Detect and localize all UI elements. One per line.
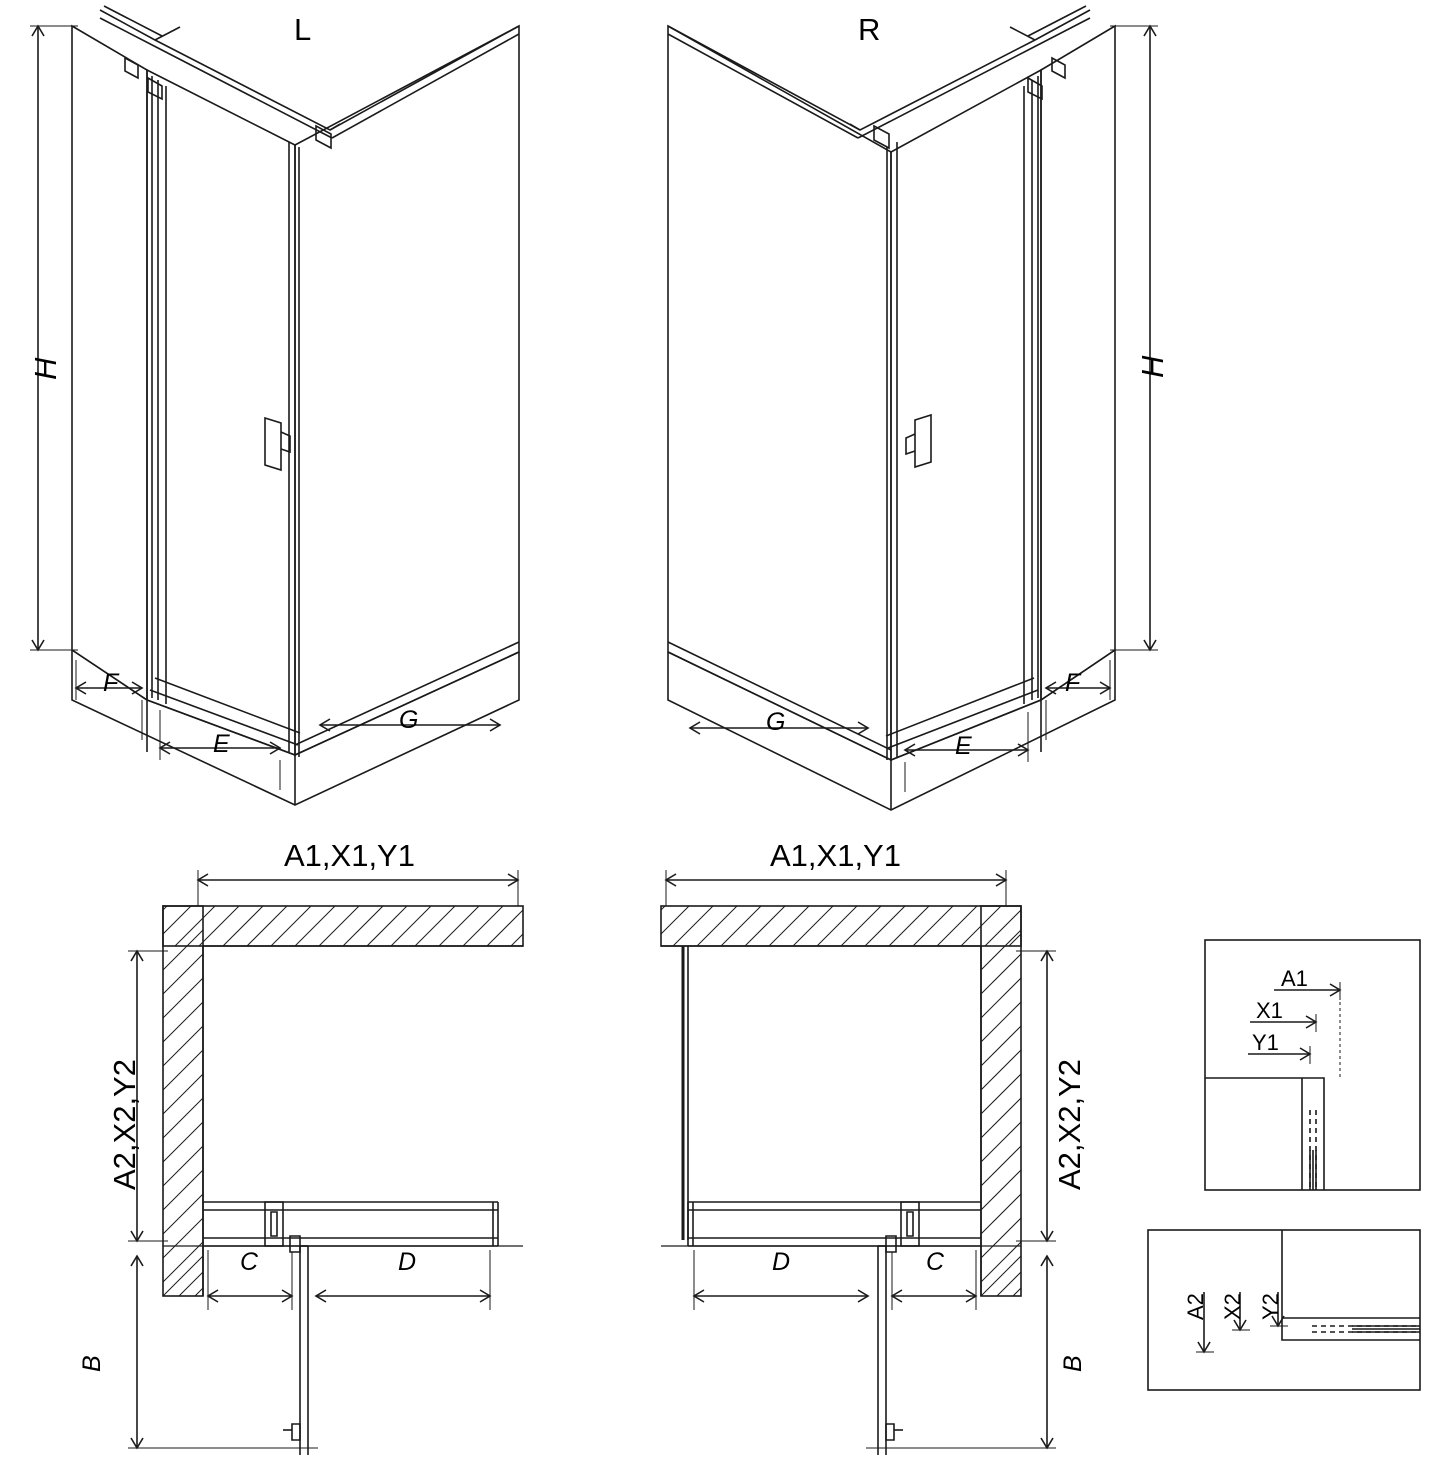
detail-top [1205,940,1420,1190]
iso-left-side-panel-label: F [103,669,119,697]
detail-top-label-x1: X1 [1256,998,1283,1023]
iso-view-right [668,6,1158,810]
detail-bottom-label-y2: Y2 [1258,1293,1283,1320]
plan-right-door-left-label: D [772,1248,791,1276]
plan-left-door-right-label: D [398,1248,417,1276]
iso-right-side-panel-label: F [1065,669,1081,697]
iso-right-height-label: H [1135,355,1170,378]
plan-right-door-right-label: C [926,1248,945,1276]
plan-view-left [128,870,523,1455]
iso-right-door-label: E [955,732,972,760]
plan-right-side-dim-label: A2,X2,Y2 [1052,1059,1087,1190]
view-code-right: R [858,12,881,47]
detail-bottom-label-x2: X2 [1220,1293,1245,1320]
iso-left-back-label: G [399,706,419,734]
plan-right-bottom-dim-label: B [1059,1355,1087,1372]
plan-view-right [661,870,1056,1455]
detail-top-label-a1: A1 [1281,966,1308,991]
plan-left-door-left-label: C [240,1248,259,1276]
plan-left-top-dim-label: A1,X1,Y1 [284,838,415,873]
iso-right-back-label: G [766,708,786,736]
iso-left-door-label: E [213,730,230,758]
plan-left-side-dim-label: A2,X2,Y2 [107,1059,142,1190]
view-code-left: L [294,12,312,47]
detail-bottom-label-a2: A2 [1183,1293,1208,1320]
plan-right-top-dim-label: A1,X1,Y1 [770,838,901,873]
plan-left-bottom-dim-label: B [78,1355,106,1372]
detail-top-label-y1: Y1 [1252,1030,1279,1055]
iso-left-height-label: H [28,357,63,380]
